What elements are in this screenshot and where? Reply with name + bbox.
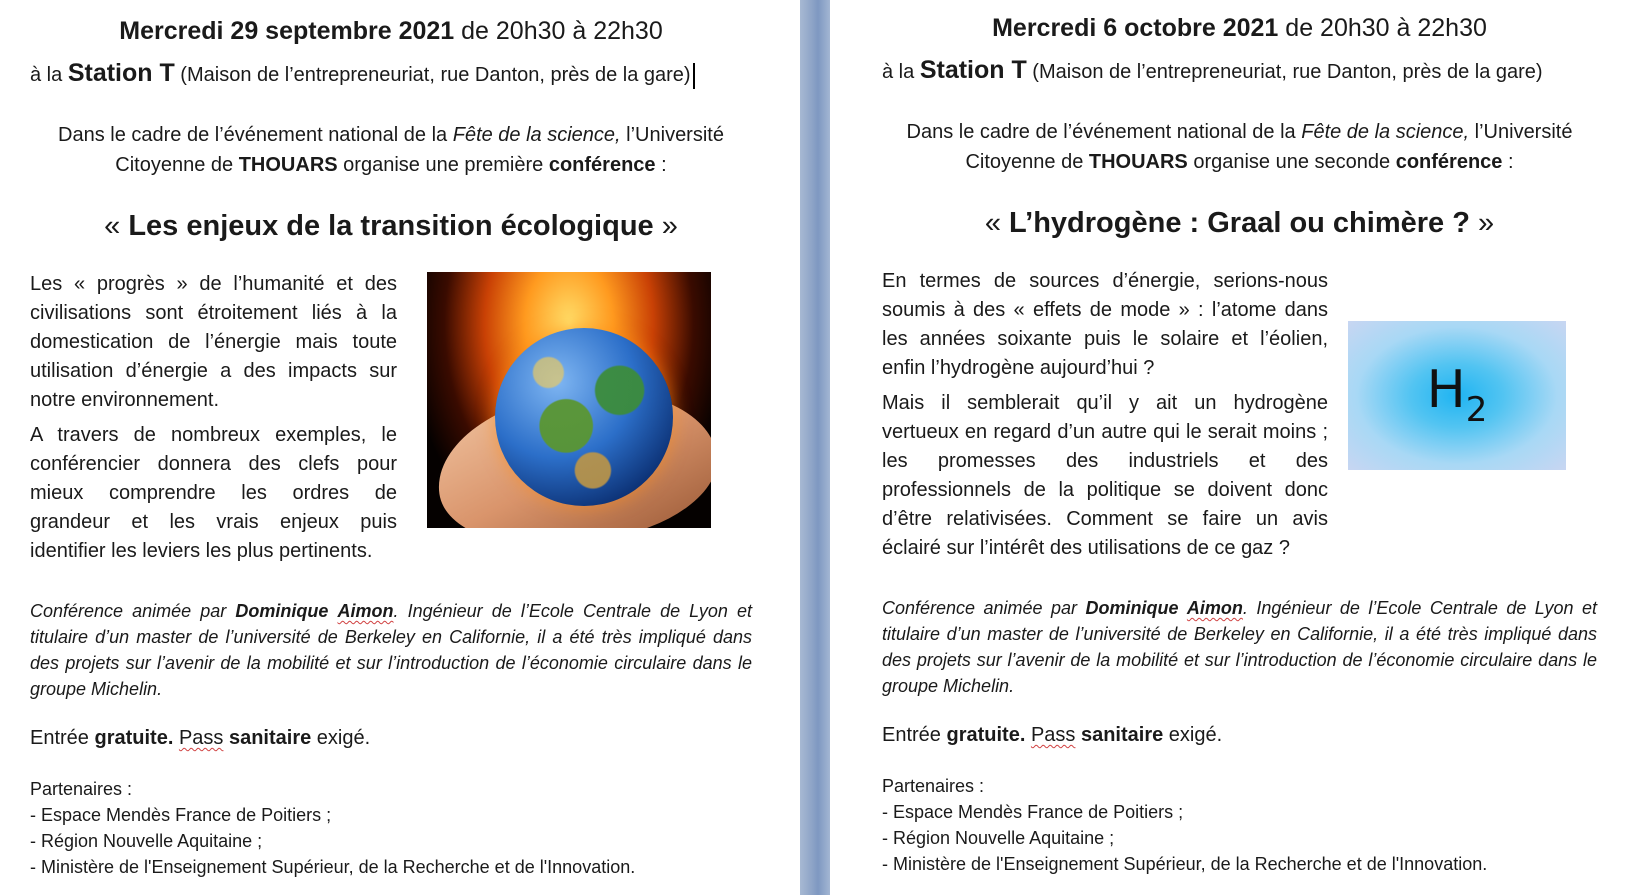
event-date-heading: Mercredi 6 octobre 2021 de 20h30 à 22h30	[992, 14, 1487, 42]
body-block	[882, 267, 1597, 567]
body-paragraph: A travers de nombreux exemples, le conférencier donnera des clefs pour mieux comprendre les ordres de grandeur et les vrais enjeux puis identifier les leviers les plus pertinents.	[30, 424, 397, 562]
page-left[interactable]	[0, 0, 800, 895]
entry-line: Entrée gratuite. Pass sanitaire exigé.	[882, 724, 1223, 746]
partners-heading: Partenaires :	[882, 776, 985, 796]
conference-title: « L’hydrogène : Graal ou chimère ? »	[984, 207, 1495, 239]
entry-line: Entrée gratuite. Pass sanitaire exigé.	[30, 727, 371, 749]
page-gutter	[800, 0, 830, 895]
body-paragraph: Mais il semblerait qu’il y ait un hydrogène vertueux en regard d’un autre qui le serait moins ; les promesses des industriels et des professionnels de la politique se doivent donc d’être relativisées. Comment se faire un avis éclairé sur l’intérêt des utilisations de ce gaz ?	[882, 392, 1328, 559]
body-paragraph: En termes de sources d’énergie, serions-nous soumis à des « effets de mode » : l’atome dans les années soixante puis le solaire et l’éolien, enfin l’hydrogène aujourd’hui ?	[882, 270, 1328, 379]
body-paragraph: Les « progrès » de l’humanité et des civilisations sont étroitement liés à la domestication de l’énergie mais toute utilisation d’énergie a des impacts sur notre environnement.	[30, 273, 397, 411]
earth-in-hand-image[interactable]	[427, 272, 711, 528]
partner-item: - Espace Mendès France de Poitiers ;	[30, 805, 332, 825]
body-text	[882, 267, 1328, 569]
partner-item: - Région Nouvelle Aquitaine ;	[882, 828, 1115, 848]
venue-line: à la Station T (Maison de l’entrepreneuriat, rue Danton, près de la gare)	[30, 58, 752, 90]
partner-item: - Espace Mendès France de Poitiers ;	[882, 802, 1184, 822]
partners-list	[30, 776, 752, 880]
globe-icon	[495, 328, 673, 506]
partner-item: - Ministère de l'Enseignement Supérieur, de la Recherche et de l'Innovation.	[882, 854, 1488, 874]
intro-paragraph: Dans le cadre de l’événement national de la Fête de la science, l’Université Citoyenne de THOUARS organise une seconde conférence :	[906, 121, 1573, 173]
text-cursor	[693, 63, 695, 89]
speaker-paragraph: Conférence animée par Dominique Aimon. Ingénieur de l’Ecole Centrale de Lyon et titulaire d’un master de l’université de Berkeley en Californie, il a été très impliqué dans des projets sur l’avenir de la mobilité et sur l’introduction de l’économie circulaire dans le groupe Michelin.	[30, 601, 752, 699]
event-date-heading: Mercredi 29 septembre 2021 de 20h30 à 22h30	[119, 17, 663, 45]
partner-item: - Ministère de l'Enseignement Supérieur, de la Recherche et de l'Innovation.	[30, 857, 636, 877]
h2-molecule-image[interactable]	[1348, 321, 1566, 470]
partners-list	[882, 773, 1597, 877]
body-block	[30, 270, 752, 570]
venue-line: à la Station T (Maison de l’entrepreneuriat, rue Danton, près de la gare)	[882, 56, 1543, 84]
intro-paragraph: Dans le cadre de l’événement national de la Fête de la science, l’Université Citoyenne de THOUARS organise une première conférence :	[58, 124, 724, 176]
body-text	[30, 270, 397, 572]
partner-item: - Région Nouvelle Aquitaine ;	[30, 831, 263, 851]
speaker-paragraph: Conférence animée par Dominique Aimon. Ingénieur de l’Ecole Centrale de Lyon et titulaire d’un master de l’université de Berkeley en Californie, il a été très impliqué dans des projets sur l’avenir de la mobilité et sur l’introduction de l’économie circulaire dans le groupe Michelin.	[882, 598, 1597, 696]
page-right[interactable]	[830, 0, 1627, 895]
conference-title: « Les enjeux de la transition écologique »	[104, 210, 678, 242]
h2-label: $H_2$	[1426, 360, 1488, 430]
partners-heading: Partenaires :	[30, 779, 133, 799]
